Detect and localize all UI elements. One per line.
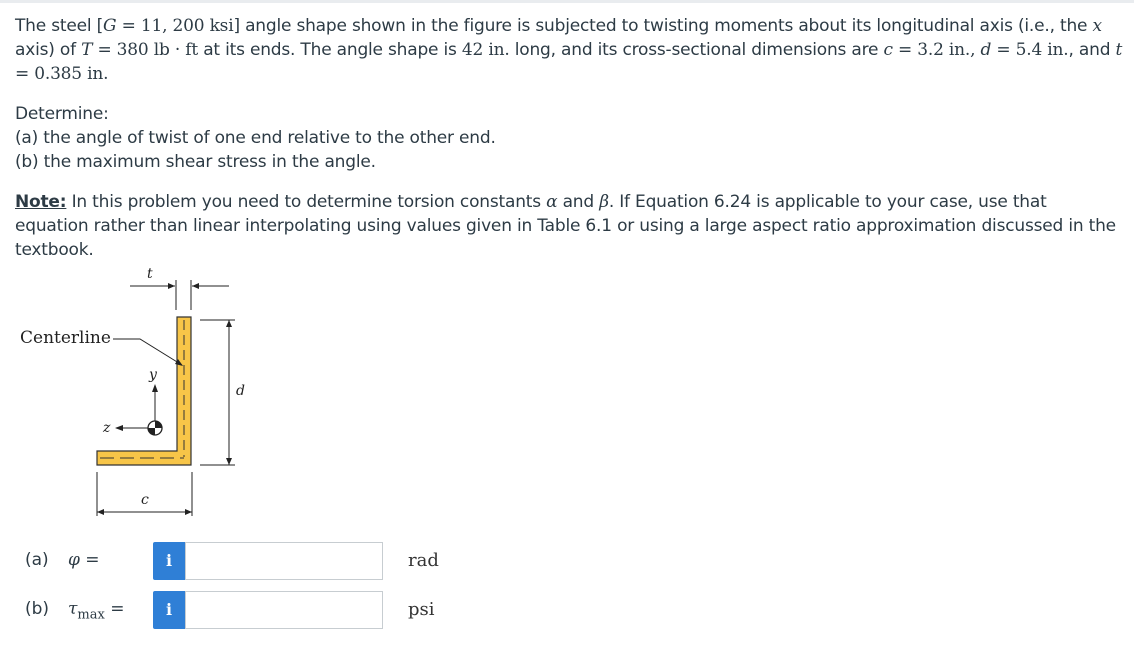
answer-b-label: (b) [25, 599, 50, 619]
alpha-symbol: α [546, 192, 558, 212]
part-b-text: the maximum shear stress in the angle. [38, 152, 376, 172]
part-a-question [15, 126, 1125, 150]
c-arrowhead-left [97, 509, 104, 515]
intro-text: The steel [ [15, 16, 104, 36]
note-paragraph [15, 190, 1125, 262]
x-axis-symbol: x [1092, 16, 1102, 36]
answer-a-label: (a) [25, 550, 49, 570]
c-value: = 3.2 in., [892, 40, 981, 60]
intro-text: ] angle shape shown in the figure is subjected to twisting moments about its longitudinal axis (i.e., the [233, 16, 1093, 36]
centerline-leader [113, 339, 182, 365]
phi-symbol: φ = [68, 550, 100, 570]
answer-b-info-button[interactable] [153, 591, 185, 629]
t-arrow-right-head [192, 283, 199, 289]
angle-cross-section-diagram [15, 262, 255, 524]
note-text: and [557, 192, 600, 212]
answer-b-unit: psi [408, 599, 435, 620]
intro-text: , and [1068, 40, 1116, 60]
tau-subscript: max [77, 607, 105, 623]
angle-shape-figure [15, 262, 255, 524]
part-b-question [15, 150, 1125, 174]
answer-a-info-button[interactable] [153, 542, 185, 580]
centroid-quadrant-bottom [148, 428, 155, 435]
part-a-label: (a) [15, 128, 39, 148]
note-text: In this problem you need to determine torsion constants [66, 192, 547, 212]
info-icon: i [165, 600, 173, 619]
y-axis-arrowhead [152, 384, 158, 392]
note-text: . If Equation 6.24 is applicable to your case, use that equation rather than linear interpolating using values given in Table 6.1 or using a large aspect ratio approximation discussed in the textbook. [15, 192, 1116, 260]
intro-text: at its ends. The angle shape is [198, 40, 462, 60]
answer-a-input[interactable] [185, 542, 383, 580]
top-divider [0, 0, 1134, 3]
c-arrowhead-right [185, 509, 192, 515]
c-symbol: c [883, 40, 893, 60]
torque-value: = 380 lb · ft [92, 40, 198, 60]
determine-heading: Determine: [15, 104, 109, 124]
t-arrow-left-head [168, 283, 175, 289]
thickness-symbol: t [1115, 40, 1123, 60]
z-axis-arrowhead [115, 425, 123, 431]
d-symbol: d [980, 40, 992, 60]
y-axis-label: y [149, 367, 157, 383]
d-value: = 5.4 in. [991, 40, 1069, 60]
length-value: 42 in. [461, 40, 510, 60]
centroid-quadrant-top [155, 421, 162, 428]
info-icon: i [165, 551, 173, 570]
beta-symbol: β [599, 192, 609, 212]
z-axis-label: z [103, 420, 111, 436]
thickness-value: = 0.385 in. [15, 64, 109, 84]
torque-symbol: T [81, 40, 93, 60]
tau-equals: = [104, 599, 125, 619]
intro-text: long, and its cross-sectional dimensions are [509, 40, 884, 60]
answer-a-unit: rad [408, 550, 439, 571]
part-b-label: (b) [15, 152, 39, 172]
answer-b-input[interactable] [185, 591, 383, 629]
c-dimension-label: c [141, 492, 149, 508]
problem-statement [15, 14, 1125, 262]
answer-row-b [15, 591, 515, 631]
problem-intro [15, 14, 1125, 86]
angle-shape [97, 317, 191, 465]
t-dimension-label: t [147, 266, 153, 282]
centerline-label: Centerline [20, 328, 111, 348]
shear-modulus-value: = 11, 200 ksi [116, 16, 234, 36]
d-arrowhead-top [226, 320, 232, 327]
note-label: Note: [15, 192, 67, 212]
tau-symbol: τ [68, 599, 78, 619]
part-a-text: the angle of twist of one end relative to the other end. [38, 128, 496, 148]
intro-text: axis) of [15, 40, 82, 60]
d-dimension-label: d [236, 383, 245, 399]
tau-max-symbol [68, 599, 124, 622]
shear-modulus-symbol: G [103, 16, 117, 36]
answer-row-a [15, 542, 515, 582]
d-arrowhead-bottom [226, 458, 232, 465]
